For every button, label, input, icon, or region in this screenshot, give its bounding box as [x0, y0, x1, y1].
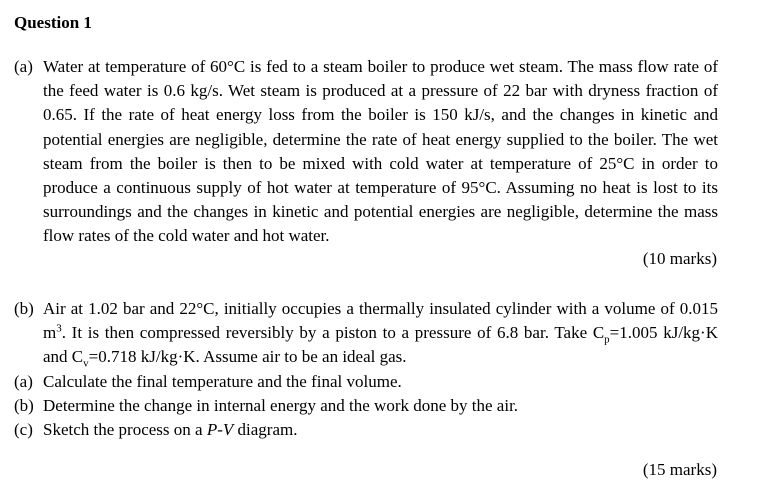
- part-b-text: [43, 297, 718, 370]
- part-b-row: [14, 297, 718, 370]
- part-b: [14, 297, 718, 442]
- superscript-3: 3: [56, 322, 62, 335]
- subpart-c-text-post: diagram.: [233, 420, 298, 440]
- subpart-c-text-em: P-V: [206, 420, 234, 440]
- subpart-c-marker: (c): [14, 420, 33, 440]
- part-a-marker: (a): [14, 57, 33, 76]
- part-a-marks: (10 marks): [642, 249, 717, 268]
- part-a-text: Water at temperature of 60°C is fed to a steam boiler to produce wet steam. The mass flow rate of the feed water is 0.6 kg/s. Wet steam is produced at a pressure of 22 bar with dryness fraction of 0.65. If the rate of heat energy loss from the boiler is 150 kJ/s, and the changes in kinetic and potential energies are negligible, determine the rate of heat energy supplied to the boiler. The wet steam from the boiler is then to be mixed with cold water at temperature of 25°C in order to produce a continuous supply of hot water at temperature of 95°C. Assuming no heat is lost to its surroundings and the changes in kinetic and potential energies are negligible, determine the mass flow rates of the cold water and hot water.: [43, 57, 718, 246]
- part-b-text-3: =1.005 kJ/kg·K and C: [43, 323, 718, 367]
- subpart-b: [14, 394, 718, 418]
- subscript-p: p: [604, 333, 610, 346]
- part-b-marker: (b): [14, 299, 34, 318]
- part-b-subparts: [14, 370, 718, 443]
- part-b-text-2: . It is then compressed reversibly by a piston to a pressure of 6.8 bar. Take C: [61, 323, 605, 343]
- subpart-c: [14, 418, 718, 442]
- part-b-text-1: Air at 1.02 bar and 22°C, initially occupies a thermally insulated cylinder with a volume of 0.015 m: [43, 299, 718, 343]
- subpart-a-marker: (a): [14, 371, 33, 391]
- part-b-marks: (15 marks): [642, 460, 717, 479]
- part-a-row: [14, 55, 718, 249]
- subpart-c-text-pre: Sketch the process on a: [43, 420, 207, 440]
- subpart-a-text: Calculate the final temperature and the final volume.: [43, 371, 402, 391]
- subpart-c-text: [43, 418, 297, 442]
- subpart-a: [14, 370, 718, 394]
- subpart-b-marker: (b): [14, 395, 34, 415]
- subpart-b-text: Determine the change in internal energy and the work done by the air.: [43, 395, 519, 415]
- subscript-v: v: [83, 357, 89, 370]
- part-b-text-4: =0.718 kJ/kg·K. Assume air to be an ideal gas.: [88, 347, 407, 367]
- question-title: Question 1: [14, 13, 92, 32]
- part-a: [14, 55, 718, 249]
